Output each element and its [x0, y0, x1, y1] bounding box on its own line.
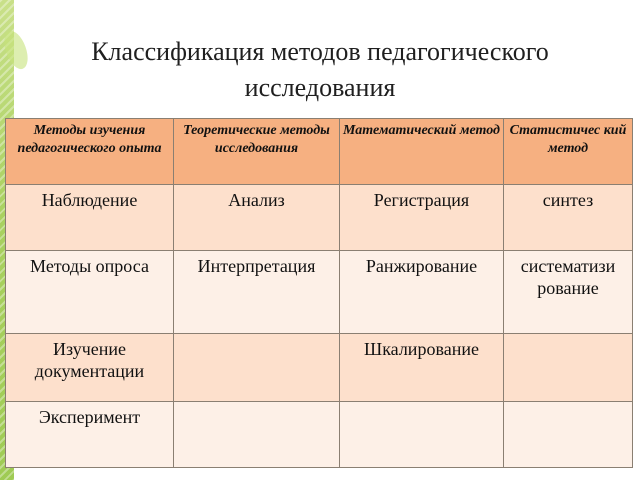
table-cell: Наблюдение: [6, 185, 174, 251]
methods-table: [5, 118, 633, 468]
table-cell: Изучение документации: [6, 334, 174, 402]
table-cell: Методы опроса: [6, 250, 174, 334]
table-row: [6, 185, 633, 251]
table-cell: [504, 402, 633, 468]
table-cell: Регистрация: [340, 185, 504, 251]
table-cell: Шкалирование: [340, 334, 504, 402]
table-cell: Анализ: [174, 185, 340, 251]
table-row: [6, 402, 633, 468]
table-cell: [174, 334, 340, 402]
slide-title: Классификация методов педагогического исследования: [91, 37, 549, 102]
table-cell: синтез: [504, 185, 633, 251]
table-header-row: [6, 119, 633, 185]
table-row: [6, 334, 633, 402]
table-cell: [504, 334, 633, 402]
table-cell: систематизи рование: [504, 250, 633, 334]
table-cell: Ранжирование: [340, 250, 504, 334]
table-cell: [340, 402, 504, 468]
header-experience-methods: Методы изучения педагогического опыта: [6, 119, 174, 185]
header-mathematical-method: Математический метод: [340, 119, 504, 185]
header-theoretical-methods: Теоретические методы исследования: [174, 119, 340, 185]
table-cell: Интерпретация: [174, 250, 340, 334]
table-row: [6, 250, 633, 334]
table-cell: [174, 402, 340, 468]
header-statistical-method: Статистичес кий метод: [504, 119, 633, 185]
table-cell: Эксперимент: [6, 402, 174, 468]
